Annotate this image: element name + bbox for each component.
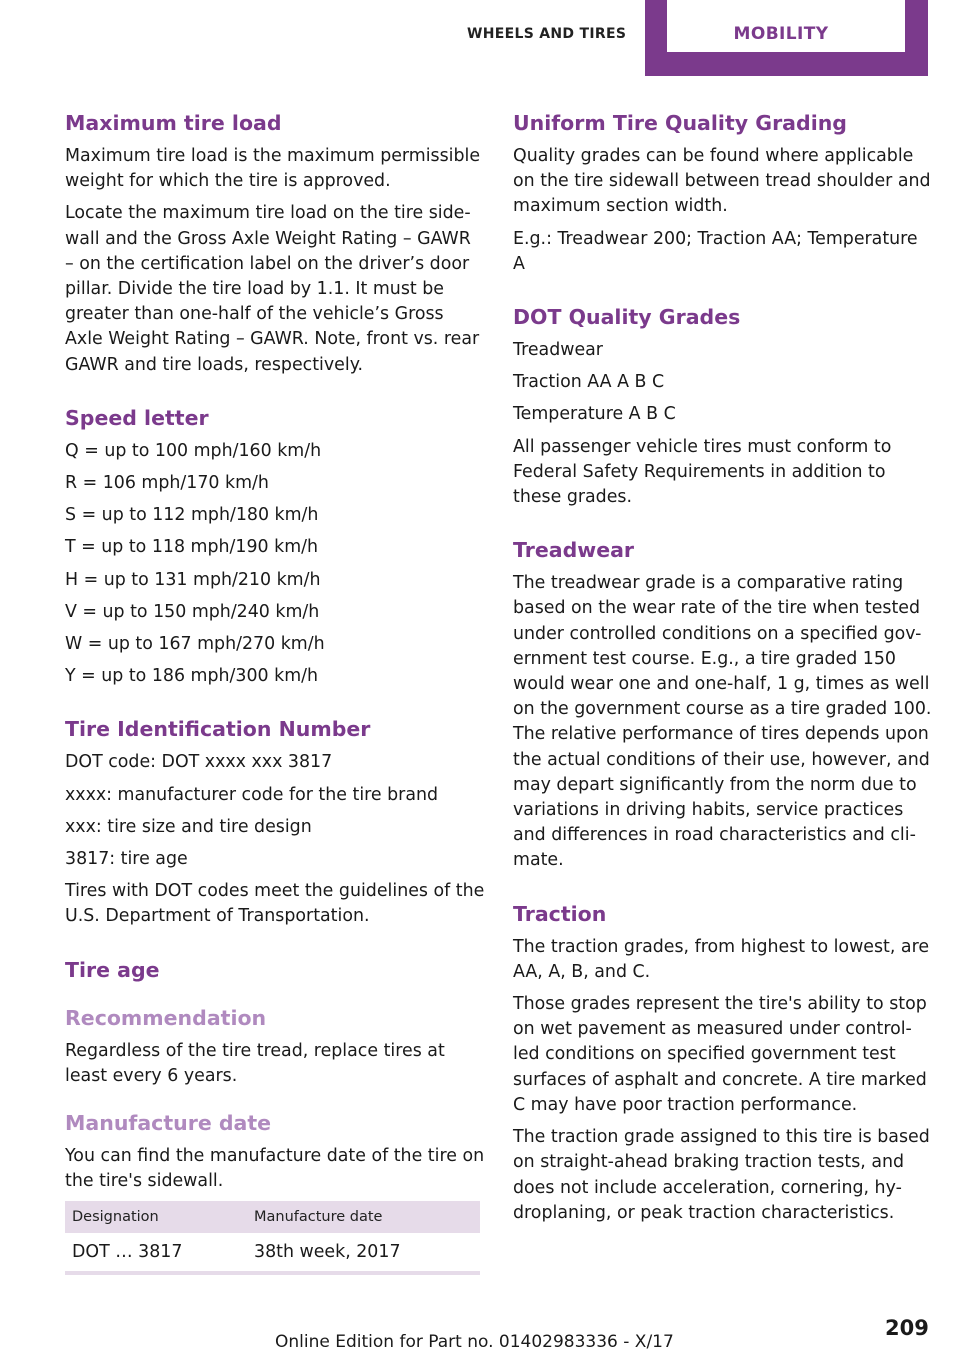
tin-line: Tires with DOT codes meet the guidelines of the U.S. Department of Transportation. — [65, 881, 485, 927]
paragraph: Those grades represent the tire's ability to stop on wet pavement as measured under control-led conditions on specified government test surfaces of asphalt and concrete. A tire marked C may have poor traction performance. — [513, 994, 927, 1115]
paragraph: Locate the maximum tire load on the tire side-wall and the Gross Axle Weight Rating – GAWR – on the certification label on the driver’s door pillar. Divide the tire load by 1.1. It must be greater than one-half of the vehicle’s Gross Axle Weight Rating – GAWR. Note, front vs. rear GAWR and tire loads, respectively. — [65, 203, 480, 375]
heading-tire-age: Tire age — [65, 957, 160, 982]
dot-line: Temperature A B C — [513, 404, 676, 425]
subheading-recommendation: Recommendation — [65, 1005, 267, 1030]
table-header-cell: Designation — [65, 1201, 247, 1233]
speed-item: V = up to 150 mph/240 km/h — [65, 601, 320, 622]
table-cell: DOT … 3817 — [65, 1233, 247, 1273]
heading-treadwear: Treadwear — [513, 538, 635, 563]
heading-tire-identification-number: Tire Identification Number — [65, 717, 371, 742]
tin-line: xxxx: manufacturer code for the tire brand — [65, 784, 439, 805]
heading-maximum-tire-load: Maximum tire load — [65, 111, 282, 135]
paragraph: E.g.: Treadwear 200; Traction AA; Temperature A — [513, 228, 918, 274]
heading-dot-quality-grades: DOT Quality Grades — [513, 305, 741, 330]
paragraph: The treadwear grade is a comparative rating based on the wear rate of the tire when tested under controlled conditions on a specified gov-ernment test course. E.g., a tire graded 150 would wear one and one-half, 1 g, times as well on the government course as a tire graded 100. The relative performance of tires depends upon the actual conditions of their use, however, and may depart significantly from the norm due to variations in driving habits, service practices and differences in road characteristics and cli-mate. — [513, 573, 932, 871]
right-column — [513, 108, 933, 1233]
edition-text: Online Edition for Part no. 01402983336 - X/17 — [275, 1332, 674, 1352]
left-column — [65, 108, 485, 1275]
dot-line: Treadwear — [513, 340, 603, 361]
paragraph: The traction grades, from highest to lowest, are AA, A, B, and C. — [513, 936, 930, 982]
manufacture-date-table — [65, 1201, 480, 1275]
table-header-cell: Manufacture date — [247, 1201, 480, 1233]
header-chapter-tab — [645, 0, 928, 76]
speed-item: R = 106 mph/170 km/h — [65, 473, 269, 494]
header-section-title: WHEELS AND TIRES — [467, 26, 627, 42]
header-chapter-tab-inner — [667, 0, 905, 52]
speed-item: S = up to 112 mph/180 km/h — [65, 505, 319, 526]
page-number: 209 — [885, 1316, 929, 1340]
header-chapter-label: MOBILITY — [733, 24, 829, 44]
table-header-row — [65, 1201, 480, 1233]
speed-item: Y = up to 186 mph/300 km/h — [65, 666, 319, 687]
dot-line: All passenger vehicle tires must conform to Federal Safety Requirements in addition to these grades. — [513, 436, 892, 508]
paragraph: Regardless of the tire tread, replace tires at least every 6 years. — [65, 1040, 445, 1086]
tin-line: xxx: tire size and tire design — [65, 816, 312, 837]
heading-speed-letter: Speed letter — [65, 405, 209, 430]
subheading-manufacture-date: Manufacture date — [65, 1111, 272, 1136]
heading-traction: Traction — [513, 901, 607, 926]
dot-line: Traction AA A B C — [513, 372, 665, 393]
speed-item: T = up to 118 mph/190 km/h — [65, 537, 319, 558]
paragraph: Quality grades can be found where applicable on the tire sidewall between tread shoulder and maximum section width. — [513, 146, 931, 217]
tin-line: DOT code: DOT xxxx xxx 3817 — [65, 752, 333, 773]
speed-item: W = up to 167 mph/270 km/h — [65, 634, 325, 655]
paragraph: The traction grade assigned to this tire is based on straight-ahead braking traction tests, and does not include acceleration, cornering, hy-droplaning, or peak traction characteristics. — [513, 1127, 930, 1223]
table-row — [65, 1233, 480, 1273]
paragraph: Maximum tire load is the maximum permissible weight for which the tire is approved. — [65, 146, 481, 192]
speed-item: Q = up to 100 mph/160 km/h — [65, 440, 322, 461]
tin-line: 3817: tire age — [65, 849, 188, 870]
heading-uniform-tire-quality-grading: Uniform Tire Quality Grading — [513, 111, 847, 135]
paragraph: You can find the manufacture date of the tire on the tire's sidewall. — [65, 1146, 485, 1192]
speed-item: H = up to 131 mph/210 km/h — [65, 569, 321, 590]
table-cell: 38th week, 2017 — [247, 1233, 480, 1273]
